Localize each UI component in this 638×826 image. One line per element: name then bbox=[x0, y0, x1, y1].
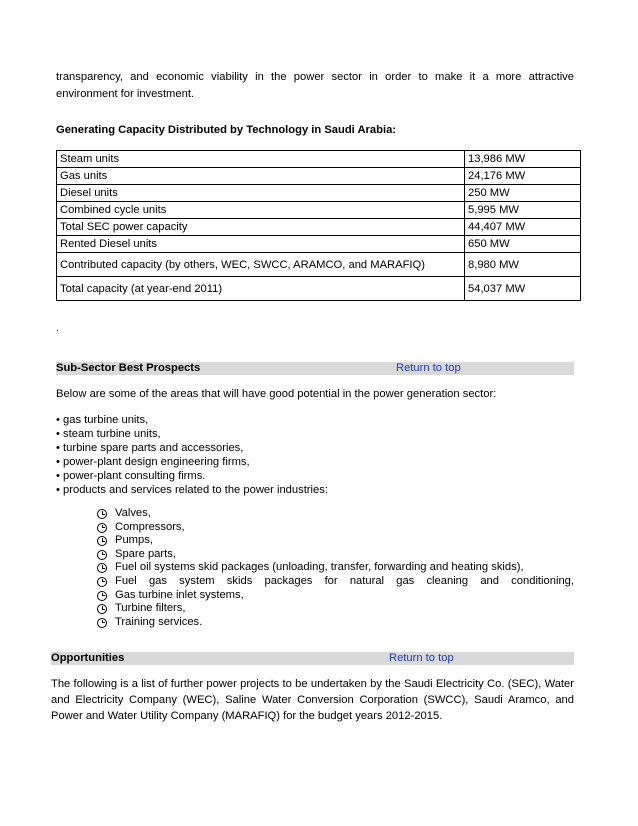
table-row bbox=[57, 168, 581, 185]
subitem-text: Training services. bbox=[115, 615, 203, 628]
capacity-heading: Generating Capacity Distributed by Technology in Saudi Arabia: bbox=[56, 124, 397, 136]
row-label: Rented Diesel units bbox=[57, 236, 465, 253]
table-row bbox=[57, 219, 581, 236]
prospects-subitem-list bbox=[97, 507, 574, 629]
list-item: • products and services related to the power industries: bbox=[56, 483, 328, 497]
row-label: Gas units bbox=[57, 168, 465, 185]
return-to-top-link[interactable]: Return to top bbox=[389, 652, 454, 664]
clock-bullet-icon bbox=[97, 618, 107, 628]
list-item bbox=[97, 589, 574, 603]
subitem-text: Compressors, bbox=[115, 520, 185, 533]
row-label: Combined cycle units bbox=[57, 202, 465, 219]
row-label: Steam units bbox=[57, 151, 465, 168]
clock-bullet-icon bbox=[97, 604, 107, 614]
list-item bbox=[97, 616, 574, 630]
prospects-title: Sub-Sector Best Prospects bbox=[56, 362, 201, 374]
subitem-text: Fuel oil systems skid packages (unloading, transfer, forwarding and heating skids), bbox=[115, 561, 524, 574]
clock-bullet-icon bbox=[97, 577, 107, 587]
opportunities-text: The following is a list of further power projects to be undertaken by the Saudi Electricity Co. (SEC), Water and Electricity Company (WEC), Saline Water Conversion Corporation (SWCC), Saudi Aramco, and Power and Water Utility Company (MARAFIQ) for the budget years 2012-2015. bbox=[51, 678, 574, 722]
list-item bbox=[97, 534, 574, 548]
opportunities-section-header bbox=[51, 652, 574, 665]
list-item bbox=[97, 602, 574, 616]
prospects-lead: Below are some of the areas that will have good potential in the power generation sector: bbox=[56, 388, 497, 400]
opportunities-title: Opportunities bbox=[51, 652, 125, 664]
capacity-table bbox=[56, 150, 581, 301]
list-item: • steam turbine units, bbox=[56, 427, 328, 441]
opportunities-paragraph bbox=[51, 676, 574, 724]
return-to-top-link[interactable]: Return to top bbox=[396, 362, 461, 374]
list-item: • turbine spare parts and accessories, bbox=[56, 441, 328, 455]
list-item: • power-plant design engineering firms, bbox=[56, 455, 328, 469]
clock-bullet-icon bbox=[97, 523, 107, 533]
row-label: Total capacity (at year-end 2011) bbox=[57, 277, 465, 301]
row-value: 650 MW bbox=[465, 236, 581, 253]
clock-bullet-icon bbox=[97, 509, 107, 519]
prospects-bullet-list bbox=[56, 413, 328, 497]
subitem-text: Fuel gas system skids packages for natural gas cleaning and conditioning, bbox=[115, 574, 574, 587]
table-row bbox=[57, 236, 581, 253]
row-value: 8,980 MW bbox=[465, 253, 581, 277]
row-value: 250 MW bbox=[465, 185, 581, 202]
row-value: 13,986 MW bbox=[465, 151, 581, 168]
intro-paragraph bbox=[56, 69, 574, 103]
table-row bbox=[57, 151, 581, 168]
clock-bullet-icon bbox=[97, 591, 107, 601]
separator-dot: . bbox=[56, 322, 60, 334]
list-item bbox=[97, 521, 574, 535]
subitem-text: Pumps, bbox=[115, 534, 153, 547]
row-value: 5,995 MW bbox=[465, 202, 581, 219]
list-item: • gas turbine units, bbox=[56, 413, 328, 427]
list-item bbox=[97, 561, 574, 575]
table-row bbox=[57, 185, 581, 202]
list-item bbox=[97, 548, 574, 562]
table-row bbox=[57, 277, 581, 301]
subitem-text: Turbine filters, bbox=[115, 602, 186, 615]
intro-text: transparency, and economic viability in the power sector in order to make it a more attractive environment for investment. bbox=[56, 71, 574, 100]
prospects-section-header bbox=[56, 362, 574, 375]
row-value: 54,037 MW bbox=[465, 277, 581, 301]
table-row bbox=[57, 202, 581, 219]
subitem-text: Gas turbine inlet systems, bbox=[115, 588, 244, 601]
row-value: 24,176 MW bbox=[465, 168, 581, 185]
row-label: Diesel units bbox=[57, 185, 465, 202]
row-label: Contributed capacity (by others, WEC, SWCC, ARAMCO, and MARAFIQ) bbox=[57, 253, 465, 277]
row-value: 44,407 MW bbox=[465, 219, 581, 236]
subitem-text: Spare parts, bbox=[115, 547, 176, 560]
list-item bbox=[97, 507, 574, 521]
table-row bbox=[57, 253, 581, 277]
clock-bullet-icon bbox=[97, 563, 107, 573]
list-item bbox=[97, 575, 574, 589]
clock-bullet-icon bbox=[97, 536, 107, 546]
subitem-text: Valves, bbox=[115, 507, 151, 519]
list-item: • power-plant consulting firms. bbox=[56, 469, 328, 483]
row-label: Total SEC power capacity bbox=[57, 219, 465, 236]
clock-bullet-icon bbox=[97, 550, 107, 560]
